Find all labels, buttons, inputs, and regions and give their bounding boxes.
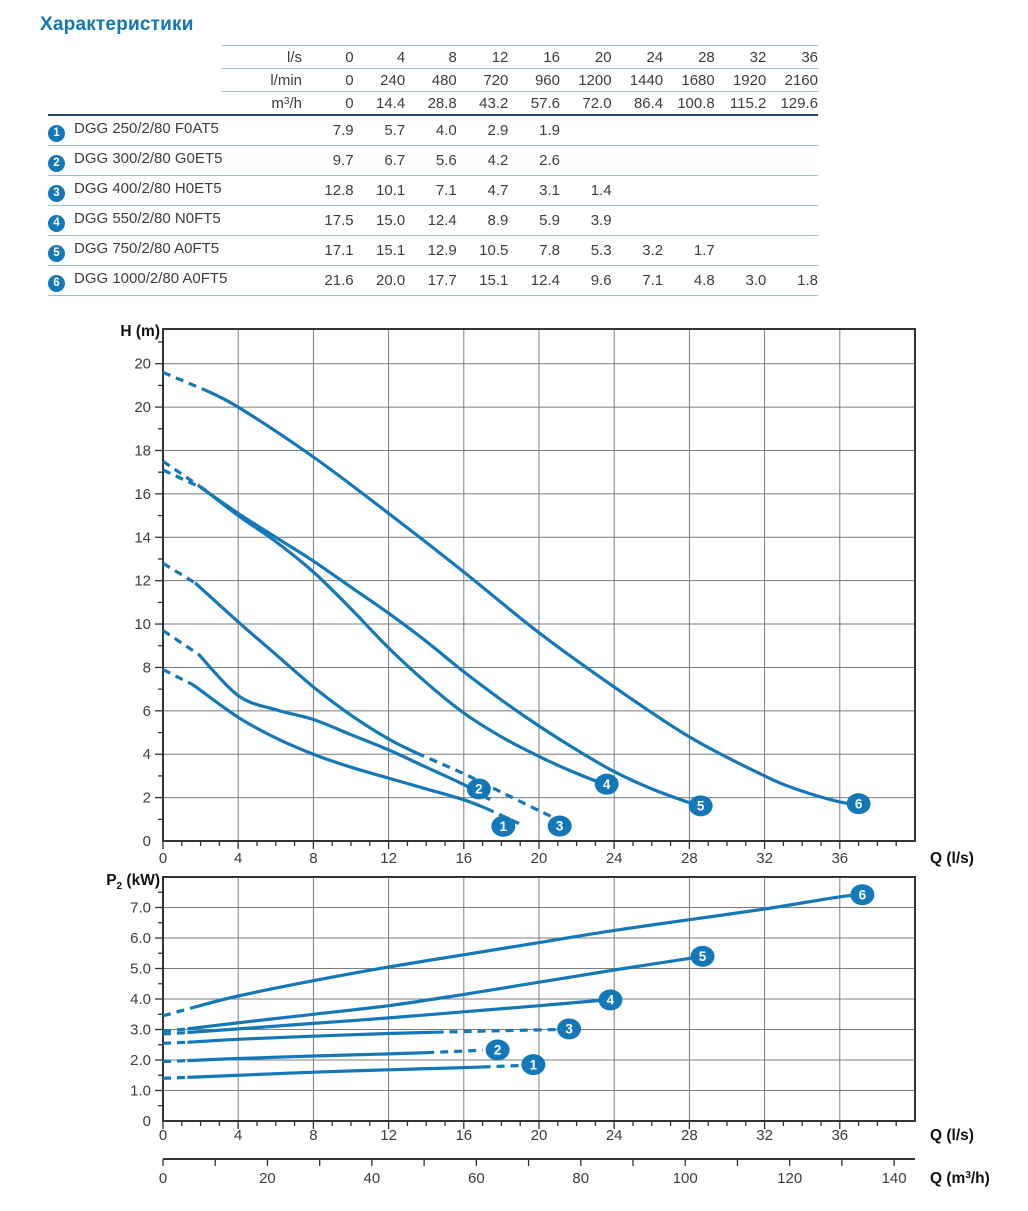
head-value: 7.8: [508, 236, 560, 266]
head-value: [715, 115, 767, 146]
row-number-badge: 1: [48, 125, 65, 142]
row-number-badge: 4: [48, 215, 65, 232]
curve-2: [199, 654, 490, 799]
unit-header-row: [48, 92, 818, 116]
head-value: 3.2: [612, 236, 664, 266]
curve-6: [204, 390, 856, 804]
axis-label: $P_2$ (kW): [106, 872, 160, 892]
head-value: [663, 206, 715, 236]
table-row: [48, 146, 818, 176]
x-tick-label: 32: [756, 850, 773, 867]
axis-label: Q (l/s): [930, 1127, 974, 1144]
axis-ticks: [155, 342, 896, 849]
unit-value: 72.0: [560, 92, 612, 116]
y-tick-label: 8: [142, 659, 151, 677]
unit-header-row: [48, 46, 818, 69]
unit-value: 0: [302, 69, 354, 92]
spacer-cell: [48, 69, 222, 92]
table-row: [48, 236, 818, 266]
y-tick-label: 12: [134, 572, 151, 590]
unit-value: 1440: [612, 69, 664, 92]
axis-label: Q (l/s): [930, 850, 974, 867]
curve-4: [163, 461, 204, 489]
unit-value: 960: [508, 69, 560, 92]
model-name: DGG 1000/2/80 A0FT5: [74, 269, 228, 287]
head-value: [612, 176, 664, 206]
model-cell: [48, 236, 302, 266]
unit-value: 57.6: [508, 92, 560, 116]
curve-3: [163, 563, 195, 583]
x-tick-label: 28: [681, 850, 698, 867]
spacer-cell: [48, 46, 222, 69]
curve-marker-label: 1: [529, 1057, 538, 1073]
head-value: 4.2: [457, 146, 509, 176]
y-tick-label: 4: [142, 746, 151, 764]
curve-1: [483, 1065, 521, 1067]
unit-value: 1200: [560, 69, 612, 92]
head-value: 9.6: [560, 266, 612, 296]
head-value: 12.9: [405, 236, 457, 266]
y-tick-label: 1.0: [130, 1082, 151, 1100]
head-value: 6.7: [354, 146, 406, 176]
row-number-badge: 3: [48, 185, 65, 202]
head-value: 4.7: [457, 176, 509, 206]
x-tick-label: 28: [681, 1127, 698, 1144]
unit-value: 480: [405, 69, 457, 92]
x-tick-label: 36: [831, 850, 849, 867]
axis-label: H (m): [120, 323, 160, 340]
x-tick-label: 20: [530, 1127, 548, 1144]
unit-value: 28.8: [405, 92, 457, 116]
head-value: 7.1: [612, 266, 664, 296]
m3h-tick-label: 140: [881, 1170, 907, 1187]
x-tick-label: 16: [455, 1127, 473, 1144]
head-value: 15.0: [354, 206, 406, 236]
y-tick-label: 3.0: [130, 1021, 151, 1039]
unit-value: 24: [612, 46, 664, 69]
m3h-tick-label: 0: [158, 1170, 168, 1187]
head-value: 9.7: [302, 146, 354, 176]
head-value: [612, 206, 664, 236]
table-body: [48, 115, 818, 296]
unit-value: 115.2: [715, 92, 767, 116]
curve-marker-label: 6: [858, 887, 867, 903]
page-title: Характеристики: [40, 14, 194, 35]
unit-value: 100.8: [663, 92, 715, 116]
m3h-tick-label: 20: [259, 1170, 276, 1187]
curve-6: [193, 895, 859, 1007]
unit-value: 1920: [715, 69, 767, 92]
model-cell: [48, 266, 302, 296]
p_chart: [106, 872, 990, 1187]
x-tick-label: 20: [530, 850, 548, 867]
model-name: DGG 550/2/80 N0FT5: [74, 209, 221, 227]
unit-value: 28: [663, 46, 715, 69]
curve-2: [426, 1050, 482, 1052]
curves: [163, 372, 857, 825]
head-value: 17.1: [302, 236, 354, 266]
head-value: 10.1: [354, 176, 406, 206]
head-value: [663, 176, 715, 206]
unit-value: 12: [457, 46, 509, 69]
head-value: 1.9: [539, 122, 560, 139]
head-value: 3.1: [508, 176, 560, 206]
spacer-cell: [48, 92, 222, 116]
head-value: 7.1: [405, 176, 457, 206]
curve-3: [417, 753, 569, 825]
y-tick-label: 6.0: [130, 930, 151, 947]
curve-marker-label: 3: [555, 818, 564, 834]
head-value: 17.5: [302, 206, 354, 236]
head-value: 15.1: [354, 236, 406, 266]
axis-tick-labels: [134, 356, 848, 867]
y-tick-label: 16: [134, 485, 151, 503]
curve-marker-label: 5: [698, 949, 707, 964]
y-tick-label: 0: [142, 1113, 151, 1130]
model-name: DGG 400/2/80 H0ET5: [74, 179, 222, 197]
head-value: 3.9: [560, 206, 612, 236]
table-unit-header: [48, 46, 818, 116]
model-cell: [48, 146, 302, 176]
y-tick-label: 7.0: [130, 899, 151, 917]
head-value: [663, 115, 715, 146]
head-value: 12.4: [405, 206, 457, 236]
x-tick-label: 4: [234, 850, 243, 867]
y-tick-label: 5.0: [130, 960, 151, 978]
row-number-badge: 5: [48, 245, 65, 262]
unit-value: 14.4: [354, 92, 406, 116]
y-tick-label: 6: [142, 702, 151, 720]
h_chart: [120, 323, 974, 867]
head-value: [663, 146, 715, 176]
curve-marker-label: 4: [602, 776, 611, 792]
curves: [163, 895, 859, 1078]
model-cell: [48, 206, 302, 236]
unit-label: $m^3/h$: [222, 92, 302, 116]
head-value: 4.8: [663, 266, 715, 296]
head-value: [560, 115, 612, 146]
x-tick-label: 12: [380, 850, 397, 867]
head-value: [612, 146, 664, 176]
head-value: [766, 115, 818, 146]
curve-3: [163, 1042, 187, 1043]
head-value: 12.8: [302, 176, 354, 206]
head-value: 2.9: [487, 122, 509, 139]
x-tick-label: 24: [605, 850, 623, 867]
unit-value: 0: [302, 46, 354, 69]
curve-marker-label: 4: [606, 992, 615, 1008]
head-value: 4.0: [435, 122, 457, 139]
x-tick-label: 8: [309, 850, 318, 867]
table-row: [48, 176, 818, 206]
curve-4: [163, 1033, 187, 1035]
m3h-tick-label: 60: [467, 1170, 485, 1187]
unit-value: 36: [766, 46, 818, 69]
head-value: 3.0: [715, 266, 767, 296]
x-tick-label: 12: [380, 1127, 397, 1144]
m3h-axis: [159, 1159, 990, 1187]
y-tick-label: 2: [142, 789, 151, 807]
head-value: [715, 146, 767, 176]
head-value: 2.6: [508, 146, 560, 176]
curve-marker-label: 2: [475, 781, 483, 797]
m3h-tick-label: 120: [777, 1170, 803, 1187]
head-value: [766, 176, 818, 206]
unit-value: 86.4: [612, 92, 664, 116]
curve-1: [163, 670, 193, 685]
head-value: 7.9: [332, 122, 354, 139]
unit-value: 720: [457, 69, 509, 92]
head-value: [715, 176, 767, 206]
x-tick-label: 36: [831, 1127, 849, 1144]
model-name: DGG 250/2/80 F0AT5: [74, 119, 219, 137]
y-tick-label: 20: [134, 355, 151, 373]
head-value: 21.6: [302, 266, 354, 296]
head-value: 5.7: [384, 122, 406, 139]
head-value: [612, 115, 664, 146]
x-tick-label: 16: [455, 850, 473, 867]
m3h-tick-label: 100: [672, 1170, 698, 1187]
curve-marker-label: 2: [493, 1042, 502, 1058]
head-value: [560, 146, 612, 176]
head-value: 15.1: [457, 266, 509, 296]
x-tick-label: 24: [605, 1127, 623, 1144]
gridlines: [163, 329, 915, 841]
head-value: 5.3: [560, 236, 612, 266]
head-value: [766, 236, 818, 266]
head-value: 17.7: [405, 266, 457, 296]
head-value: 5.9: [508, 206, 560, 236]
x-tick-label: 4: [234, 1127, 243, 1144]
pump-curves-charts: [0, 314, 1028, 1211]
x-tick-label: 8: [309, 1127, 318, 1144]
unit-value: 0: [302, 92, 354, 116]
gridlines: [163, 877, 915, 1121]
table-row: [48, 115, 818, 146]
head-value: [766, 146, 818, 176]
table-row: [48, 266, 818, 296]
curve-1: [193, 685, 486, 809]
unit-value: 240: [354, 69, 406, 92]
unit-value: 2160: [766, 69, 818, 92]
head-value: 5.6: [405, 146, 457, 176]
y-tick-label: 2.0: [130, 1052, 151, 1069]
m3h-tick-label: 40: [363, 1170, 381, 1187]
y-tick-label: 0: [142, 833, 151, 850]
unit-value: 32: [715, 46, 767, 69]
curve-markers: [467, 774, 871, 837]
y-tick-label: 10: [134, 616, 151, 634]
curve-marker-label: 5: [696, 798, 705, 814]
model-cell: [48, 115, 302, 146]
curve-1: [187, 1067, 482, 1077]
m3h-tick-label: 80: [572, 1170, 590, 1187]
axis-label: Q $(m^3/h)$: [930, 1170, 990, 1187]
y-tick-label: 18: [134, 442, 151, 460]
curve-2: [187, 1053, 426, 1061]
unit-value: 8: [405, 46, 457, 69]
curve-2: [163, 1061, 187, 1062]
curve-1: [163, 1077, 187, 1078]
unit-header-row: [48, 69, 818, 92]
curve-marker-label: 6: [854, 796, 863, 812]
head-value: 1.8: [766, 266, 818, 296]
row-number-badge: 2: [48, 155, 65, 172]
head-value: 1.7: [663, 236, 715, 266]
curve-6: [163, 372, 204, 389]
characteristics-table: [48, 45, 818, 296]
curve-5: [201, 487, 694, 804]
unit-value: 16: [508, 46, 560, 69]
head-value: [715, 206, 767, 236]
axis-ticks: [155, 892, 896, 1129]
unit-value: 4: [354, 46, 406, 69]
curve-marker-label: 1: [499, 818, 508, 834]
head-value: 12.4: [508, 266, 560, 296]
unit-value: 1680: [663, 69, 715, 92]
unit-value: 129.6: [766, 92, 818, 116]
model-cell: [48, 176, 302, 206]
page: [0, 14, 1028, 1211]
row-number-badge: 6: [48, 275, 65, 292]
unit-value: 20: [560, 46, 612, 69]
unit-label: l/s: [222, 46, 302, 69]
x-tick-label: 0: [158, 1127, 168, 1144]
y-tick-label: 14: [134, 529, 151, 547]
curve-3: [187, 1032, 435, 1042]
curve-markers: [486, 884, 875, 1075]
unit-label: l/min: [222, 69, 302, 92]
curve-2: [163, 631, 199, 655]
curve-4: [204, 490, 599, 783]
y-tick-label: 4.0: [130, 991, 151, 1008]
curve-marker-label: 3: [565, 1021, 573, 1037]
head-value: [715, 236, 767, 266]
x-tick-label: 0: [158, 850, 168, 867]
head-value: 10.5: [457, 236, 509, 266]
unit-value: 43.2: [457, 92, 509, 116]
model-name: DGG 750/2/80 A0FT5: [74, 239, 220, 257]
head-value: 20.0: [354, 266, 406, 296]
curve-6: [163, 1008, 193, 1016]
x-tick-label: 32: [756, 1127, 773, 1144]
table-row: [48, 206, 818, 236]
head-value: 1.4: [560, 176, 612, 206]
head-value: 8.9: [457, 206, 509, 236]
model-name: DGG 300/2/80 G0ET5: [74, 149, 223, 167]
head-value: [766, 206, 818, 236]
y-tick-label: 20: [134, 399, 151, 417]
